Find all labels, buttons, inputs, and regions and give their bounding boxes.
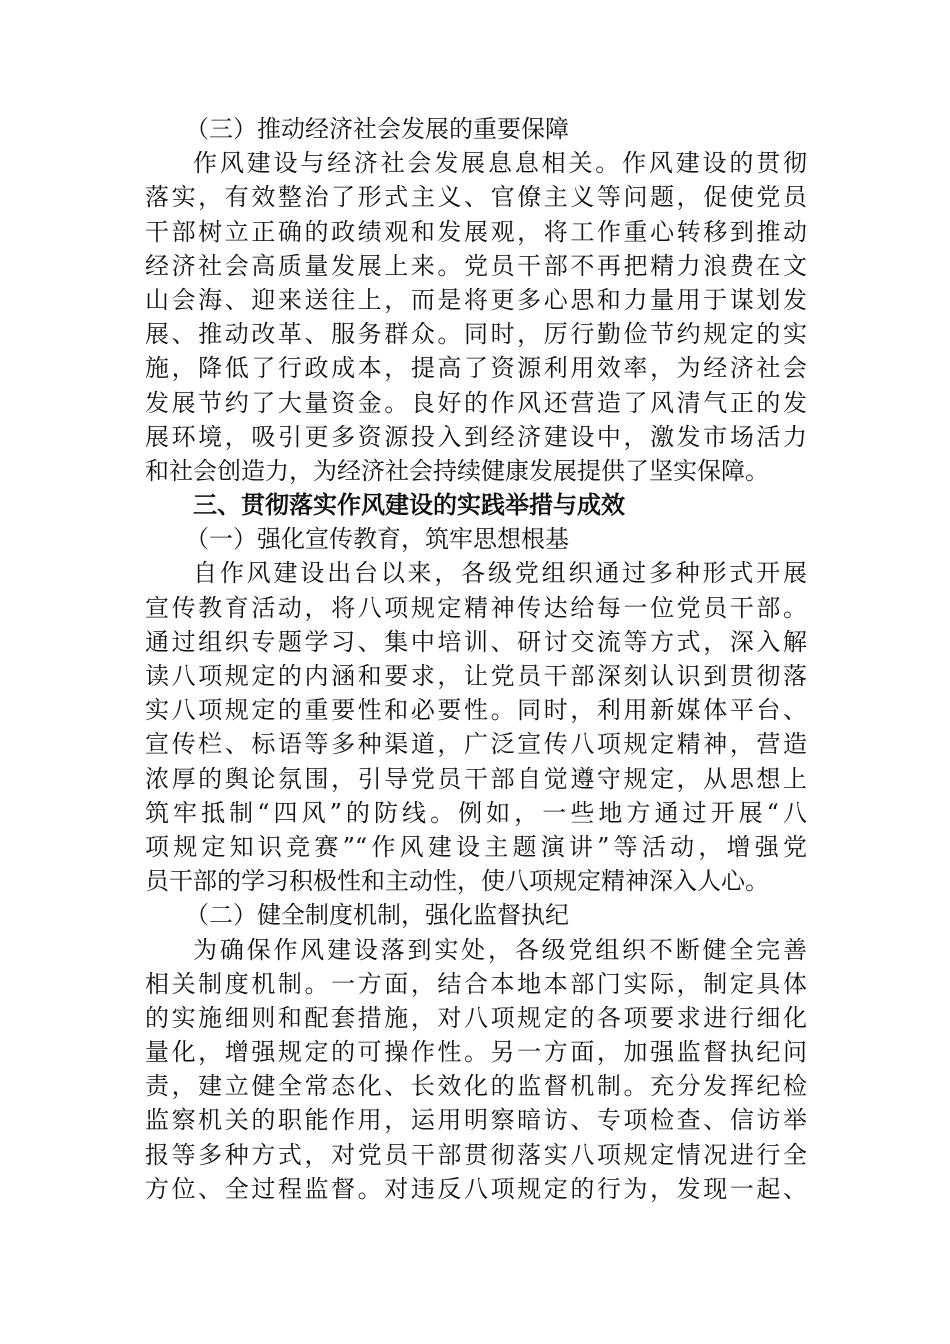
paragraph-line: 展环境，吸引更多资源投入到经济建设中，激发市场活力 bbox=[145, 422, 807, 451]
paragraph-line: 报等多种方式，对党员干部贯彻落实八项规定情况进行全 bbox=[145, 1140, 807, 1169]
paragraph-line: 自作风建设出台以来，各级党组织通过多种形式开展 bbox=[193, 559, 807, 588]
paragraph-3-2 bbox=[145, 933, 807, 1207]
paragraph-line: 宣传教育活动，将八项规定精神传达给每一位党员干部。 bbox=[145, 593, 807, 622]
section-heading-3-2: （二）健全制度机制，强化监督执纪 bbox=[185, 901, 569, 930]
paragraph-line: 山会海、迎来送往上，而是将更多心思和力量用于谋划发 bbox=[145, 285, 807, 314]
paragraph-line: 实八项规定的重要性和必要性。同时，利用新媒体平台、 bbox=[145, 696, 807, 725]
paragraph-line: 作风建设与经济社会发展息息相关。作风建设的贯彻 bbox=[193, 149, 807, 178]
paragraph-3-1 bbox=[145, 556, 807, 898]
paragraph-line: 筑牢抵制“四风”的防线。例如，一些地方通过开展“八 bbox=[145, 798, 807, 827]
section-heading-3-3: （三）推动经济社会发展的重要保障 bbox=[185, 115, 569, 143]
paragraph-line: 施，降低了行政成本，提高了资源利用效率，为经济社会 bbox=[145, 354, 807, 383]
paragraph-line: 责，建立健全常态化、长效化的监督机制。充分发挥纪检 bbox=[145, 1072, 807, 1101]
paragraph-line: 的实施细则和配套措施，对八项规定的各项要求进行细化 bbox=[145, 1003, 807, 1032]
section-heading-3: 三、贯彻落实作风建设的实践举措与成效 bbox=[193, 491, 625, 520]
paragraph-line: 展、推动改革、服务群众。同时，厉行勤俭节约规定的实 bbox=[145, 320, 807, 349]
paragraph-line: 和社会创造力，为经济社会持续健康发展提供了坚实保障。 bbox=[145, 456, 769, 485]
paragraph-line: 宣传栏、标语等多种渠道，广泛宣传八项规定精神，营造 bbox=[145, 730, 807, 759]
paragraph-line: 监察机关的职能作用，运用明察暗访、专项检查、信访举 bbox=[145, 1106, 807, 1135]
document-page bbox=[145, 112, 807, 1206]
paragraph-line: 相关制度机制。一方面，结合本地本部门实际，制定具体 bbox=[145, 969, 807, 998]
paragraph-line: 员干部的学习积极性和主动性，使八项规定精神深入人心。 bbox=[145, 867, 769, 896]
paragraph-line: 通过组织专题学习、集中培训、研讨交流等方式，深入解 bbox=[145, 627, 807, 656]
paragraph-line: 项规定知识竞赛”“作风建设主题演讲”等活动，增强党 bbox=[145, 832, 807, 861]
paragraph-line: 方位、全过程监督。对违反八项规定的行为，发现一起、 bbox=[145, 1174, 807, 1203]
paragraph-line: 落实，有效整治了形式主义、官僚主义等问题，促使党员 bbox=[145, 183, 807, 212]
paragraph-line: 浓厚的舆论氛围，引导党员干部自觉遵守规定，从思想上 bbox=[145, 764, 807, 793]
paragraph-line: 干部树立正确的政绩观和发展观，将工作重心转移到推动 bbox=[145, 217, 807, 246]
paragraph-line: 经济社会高质量发展上来。党员干部不再把精力浪费在文 bbox=[145, 251, 807, 280]
paragraph-3-3 bbox=[145, 146, 807, 488]
paragraph-line: 发展节约了大量资金。良好的作风还营造了风清气正的发 bbox=[145, 388, 807, 417]
paragraph-line: 量化，增强规定的可操作性。另一方面，加强监督执纪问 bbox=[145, 1038, 807, 1067]
paragraph-line: 为确保作风建设落到实处，各级党组织不断健全完善 bbox=[193, 935, 807, 964]
paragraph-line: 读八项规定的内涵和要求，让党员干部深刻认识到贯彻落 bbox=[145, 662, 807, 690]
section-heading-3-1: （一）强化宣传教育，筑牢思想根基 bbox=[185, 525, 569, 554]
